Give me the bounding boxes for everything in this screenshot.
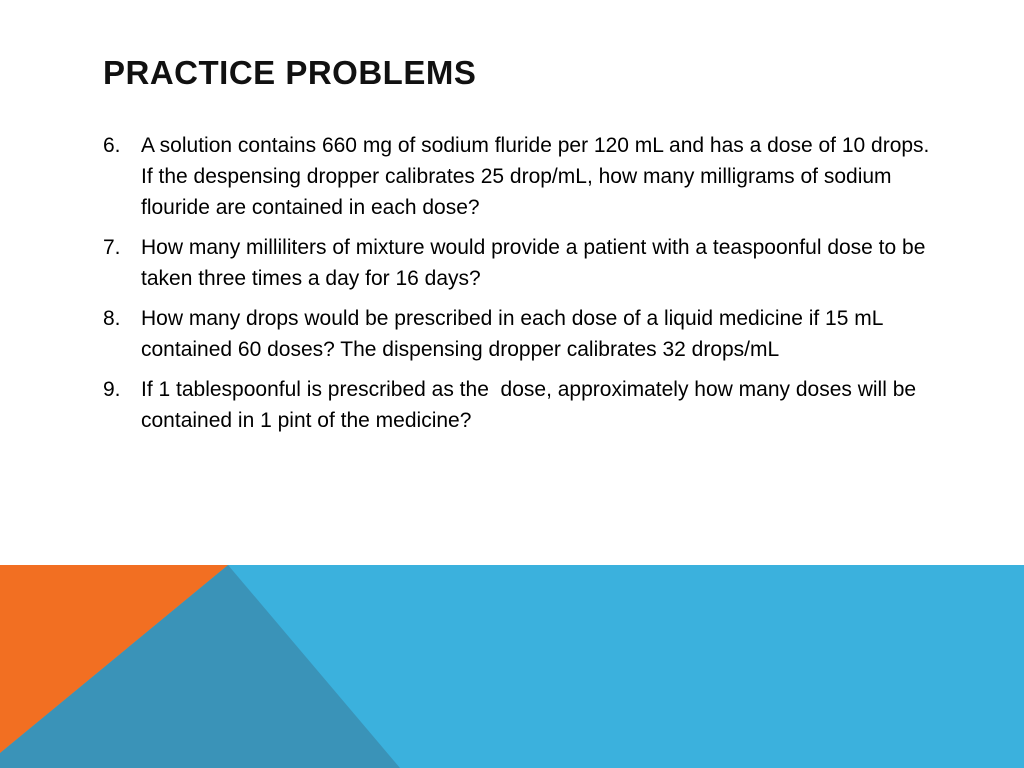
problem-list: [103, 130, 936, 445]
problem-number: 6.: [103, 134, 121, 157]
slide-title: PRACTICE PROBLEMS: [103, 54, 477, 91]
decorative-footer-band: [0, 565, 1024, 768]
problem-item: [103, 374, 933, 436]
problem-text: If 1 tablespoonful is prescribed as the dose, approximately how many doses will be contained in 1 pint of the medicine?: [141, 378, 922, 432]
problem-number: 9.: [103, 378, 121, 401]
problem-text: How many drops would be prescribed in each dose of a liquid medicine if 15 mL contained 60 doses? The dispensing dropper calibrates 32 drops/mL: [141, 307, 889, 361]
problem-number: 7.: [103, 236, 121, 259]
problem-item: [103, 232, 933, 294]
problem-item: [103, 303, 933, 365]
problem-text: A solution contains 660 mg of sodium fluride per 120 mL and has a dose of 10 drops. If the despensing dropper calibrates 25 drop/mL, how many milligrams of sodium flouride are contained in each dose?: [141, 134, 936, 219]
problem-text: How many milliliters of mixture would provide a patient with a teaspoonful dose to be taken three times a day for 16 days?: [141, 236, 932, 290]
problem-item: [103, 130, 936, 223]
problem-number: 8.: [103, 307, 121, 330]
